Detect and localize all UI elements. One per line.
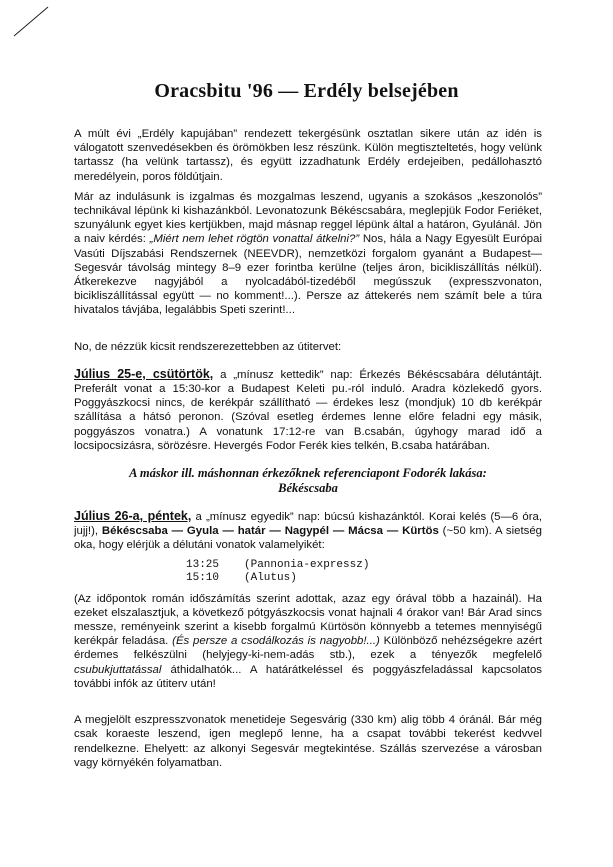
day-2-text-2: (~50 km). A sietség oka, hogy elérjük a délutáni vonatok valamelyikét: xyxy=(74,525,542,552)
pen-stroke-mark xyxy=(8,2,52,42)
timezone-text-a: (Az időpontok román időszámítás szerint adottak, azaz egy órával több a hazainál). Ha ezeket elszalasztjuk, a következő pótgyászkocsis vonat hajnali 4 órakor van! Bár Arad sincs messze, reményeink szerint a kisebb forgalmú Kürtösön könnyebb a tetemes mennyiségű kerékpár feladása. xyxy=(74,592,542,648)
segesvar-paragraph: A megjelölt eszpresszvonatok menetideje Segesvárig (330 km) alig több 4 óránál. Bár még csak koraeste leszend, igen meglepő lenne, ha a csapat további tekerést kedvvel rendelkezne. Ehelyett: az alkonyi Segesvár megtekintése. Szállás szervezése a városban vagy környékén folyamatban. xyxy=(74,714,542,769)
timezone-aside: (És persze a csodálkozás is nagyobb!...) xyxy=(172,635,380,648)
reference-point-line-2: Békéscsaba xyxy=(278,481,338,496)
document-body xyxy=(74,127,542,770)
intro-paragraph: A múlt évi „Erdély kapujában” rendezett tekergésünk osztatlan sikere után az idén is válogatott szenvedésekben és örömökben lesz részünk. Külön megtiszteltetés, hogy velünk tartassz (ha velünk tartassz), és együtt izzadhatunk Erdély erdejeiben, pedállohasztó meredélyein, poros földútjain. xyxy=(74,128,542,183)
naive-question: „Miért nem lehet rögtön vonattal átkelni?” xyxy=(149,233,360,246)
schedule-train: (Pannonia-expressz) xyxy=(244,558,370,571)
timezone-paragraph xyxy=(74,592,542,691)
day-2-text-1: a „mínusz egyedik” nap: búcsú kishazánktól. Korai kelés (5—6 óra, jujj!), xyxy=(74,511,542,538)
departure-text-b: Nos, hála a Nagy Egyesült Európai Vasúti Díjszabási Rendszernek (NEEVDR), nemzetközi forgalom gyanánt a Budapest—Segesvár távolság mintegy 8–9 ezer forintba kerülne (teljes áron, bicikliszállítás nélkül). Átkerekezve nagyjából a nyolcadából-tizedéből megússzuk (expresszvonaton, bicikliszállítással együtt — no komment!...). Persze az áttekerés nem számít bele a túra hivatalos távjába, legalábbis Speti szerint!... xyxy=(74,233,542,317)
itinerary-intro: No, de nézzük kicsit rendszerezettebben az útitervet: xyxy=(74,340,342,353)
timezone-text-b: Különböző nehézségekre azért érdemes felkészülni (helyjegy-ki-nem-adás stb.), ezek a tényezők megfelelő xyxy=(74,635,542,662)
schedule-row xyxy=(186,572,542,586)
departure-paragraph xyxy=(74,190,542,318)
schedule-train: (Alutus) xyxy=(244,572,297,585)
reference-point-line-1: A máskor ill. máshonnan érkezőknek referenciapont Fodorék lakása: xyxy=(129,466,487,481)
schedule-time: 15:10 xyxy=(186,572,220,585)
day-2-paragraph xyxy=(74,509,542,553)
day-2-route: Békéscsaba — Gyula — határ — Nagypél — Mácsa — Kürtös xyxy=(101,525,439,538)
day-2-date: Július 26-a, péntek, xyxy=(74,509,192,524)
schedule-row xyxy=(186,559,542,573)
train-schedule xyxy=(74,559,542,586)
schedule-time: 13:25 xyxy=(186,558,220,571)
timezone-text-c: áthidalhatók... A határátkeléssel és poggyászfeladással kapcsolatos további infók az útiterv után! xyxy=(74,663,542,690)
day-1-date: Július 25-e, csütörtök, xyxy=(74,366,214,381)
timezone-emphasis: csubukjuttatással xyxy=(74,663,162,676)
departure-text-a: Már az indulásunk is izgalmas és mozgalmas leszend, ugyanis a szokásos „keszonolós” technikával lépünk ki kishazánkból. Levonatozunk Békéscsabára, meglepjük Fodor Feriéket, szunyálunk egyet kies kertjükben, majd másnap reggel lépünk által a határon, Gyulánál. Jön a naiv kérdés: xyxy=(74,190,542,246)
day-1-text: a „mínusz kettedik” nap: Érkezés Békéscsabára délutántájt. Preferált vonat a 15:30-kor a Budapest Keleti pu.-ról induló. Aradra közlekedő gyors. Poggyászkocsi nincs, de kerékpár szállítható — érdekes lesz (mondjuk) 10 db kerékpár szállítása a hátsó peronon. (Szóval esetleg érdemes lenne előre feladni egy másik, poggyászos vonatra.) A vonatunk 17:12-re van B.csabán, úgyhogy marad idő a locsipocsizásra, sörözésre. Hevergés Fodor Ferék kies telkén, B.csaba határában. xyxy=(74,368,542,452)
page-title: Oracsbitu '96 — Erdély belsejében xyxy=(154,80,459,102)
day-1-paragraph xyxy=(74,367,542,453)
